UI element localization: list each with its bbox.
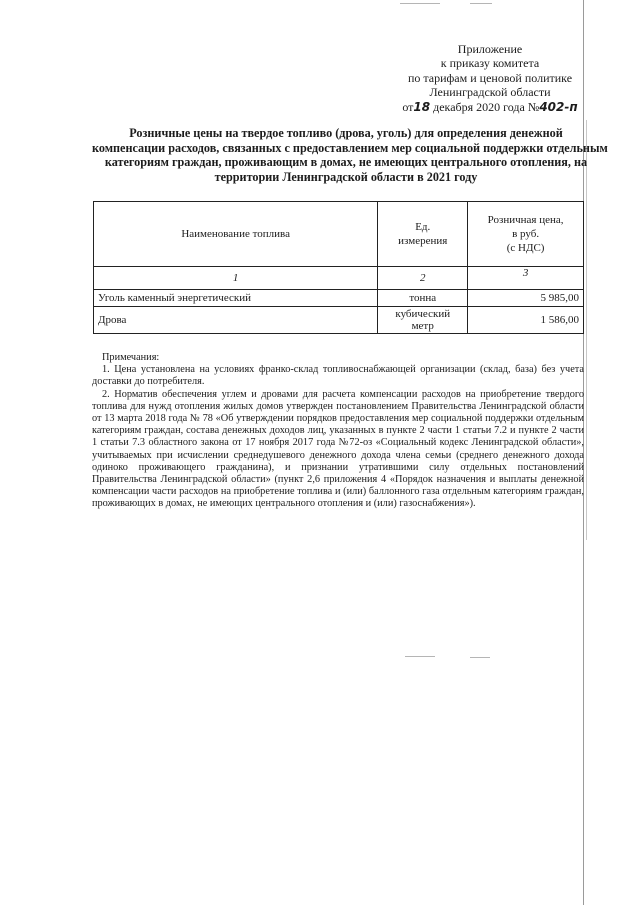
scan-speck — [405, 656, 435, 657]
title-line-2: компенсации расходов, связанных с предоставлением мер социальной поддержки отдельным — [92, 140, 608, 155]
scan-speck — [400, 3, 440, 4]
price-cell: 1 586,00 — [468, 307, 584, 334]
fuel-name-cell: Уголь каменный энергетический — [94, 290, 378, 307]
approval-line-1: Приложение — [457, 42, 523, 56]
header-price-line: в руб. — [512, 228, 540, 240]
header-unit-line: Ед. — [415, 221, 431, 233]
price-cell: 5 985,00 — [468, 290, 584, 307]
unit-cell-line: метр — [411, 320, 434, 332]
note-item-2: 2. Норматив обеспечения углем и дровами для расчета компенсации расходов на приобретение твердого топлива для нужд отопления жилых домов утвержден постановлением Правительства Ленинградской области от 13 марта 2018 года № 78 «Об утверждении порядков предоставления мер социальной поддержки отдельным категориям граждан, состава денежных доходов лиц, указанных в пункте 2 части 1 статьи 7.2 и пункте 2 части 1 статьи 7.3 областного закона от 17 ноября 2017 года №72-оз «Социальный кодекс Ленинградской области», учитываемых при исчислении среднедушевого денежного дохода члена семьи (среднего денежного дохода одиноко проживающего гражданина), и признании утратившими силу отдельных постановлений Правительства Ленинградской области» (пункт 2,6 приложения 4 «Порядок назначения и выплаты денежной компенсации части расходов на приобретение топлива и (или) баллонного газа отдельным категориям граждан, проживающих в домах, не имеющих центрального отопления и (или) газоснабжения»). — [92, 388, 584, 510]
notes-title: Примечания: — [102, 352, 160, 363]
date-prefix: от — [402, 99, 414, 114]
column-number: 1 — [94, 267, 378, 290]
title-line-1: Розничные цены на твердое топливо (дрова, уголь) для определения денежной — [129, 126, 563, 140]
column-number-row — [94, 267, 584, 290]
approval-line-4: Ленинградской области — [429, 85, 551, 100]
unit-cell — [378, 307, 468, 334]
unit-cell-line: кубический — [395, 308, 451, 320]
notes-section — [92, 352, 584, 511]
unit-cell: тонна — [378, 290, 468, 307]
header-unit-line: измерения — [398, 235, 448, 247]
header-price-line: Розничная цена, — [487, 214, 564, 226]
approval-date-line — [380, 100, 600, 114]
header-fuel-name: Наименование топлива — [94, 202, 378, 267]
approval-block — [380, 42, 600, 114]
approval-line-3: по тарифам и ценовой политике — [407, 70, 573, 85]
date-rest: декабря 2020 года № — [433, 99, 540, 114]
scan-speck — [470, 657, 490, 658]
header-price — [468, 202, 584, 267]
table-row — [94, 290, 584, 307]
header-price-line: (с НДС) — [506, 242, 545, 254]
table-header-row — [94, 202, 584, 267]
title-line-4: территории Ленинградской области в 2021 году — [214, 169, 478, 184]
scan-speck — [470, 3, 492, 4]
column-number: 2 — [378, 267, 468, 290]
note-item-1: 1. Цена установлена на условиях франко-склад топливоснабжающей организации (склад, база) без учета доставки до потребителя. — [92, 364, 584, 388]
price-table — [93, 201, 584, 334]
approval-line-2: к приказу комитета — [440, 56, 540, 71]
order-number-handwritten: 402-п — [539, 99, 578, 114]
column-number: 3 — [468, 267, 584, 290]
date-day-handwritten: 18 — [413, 99, 431, 114]
table-row — [94, 307, 584, 334]
fuel-name-cell: Дрова — [94, 307, 378, 334]
title-line-3: категориям граждан, проживающим в домах, не имеющих центрального отопления, на — [104, 155, 588, 170]
document-title — [92, 126, 608, 184]
header-unit — [378, 202, 468, 267]
